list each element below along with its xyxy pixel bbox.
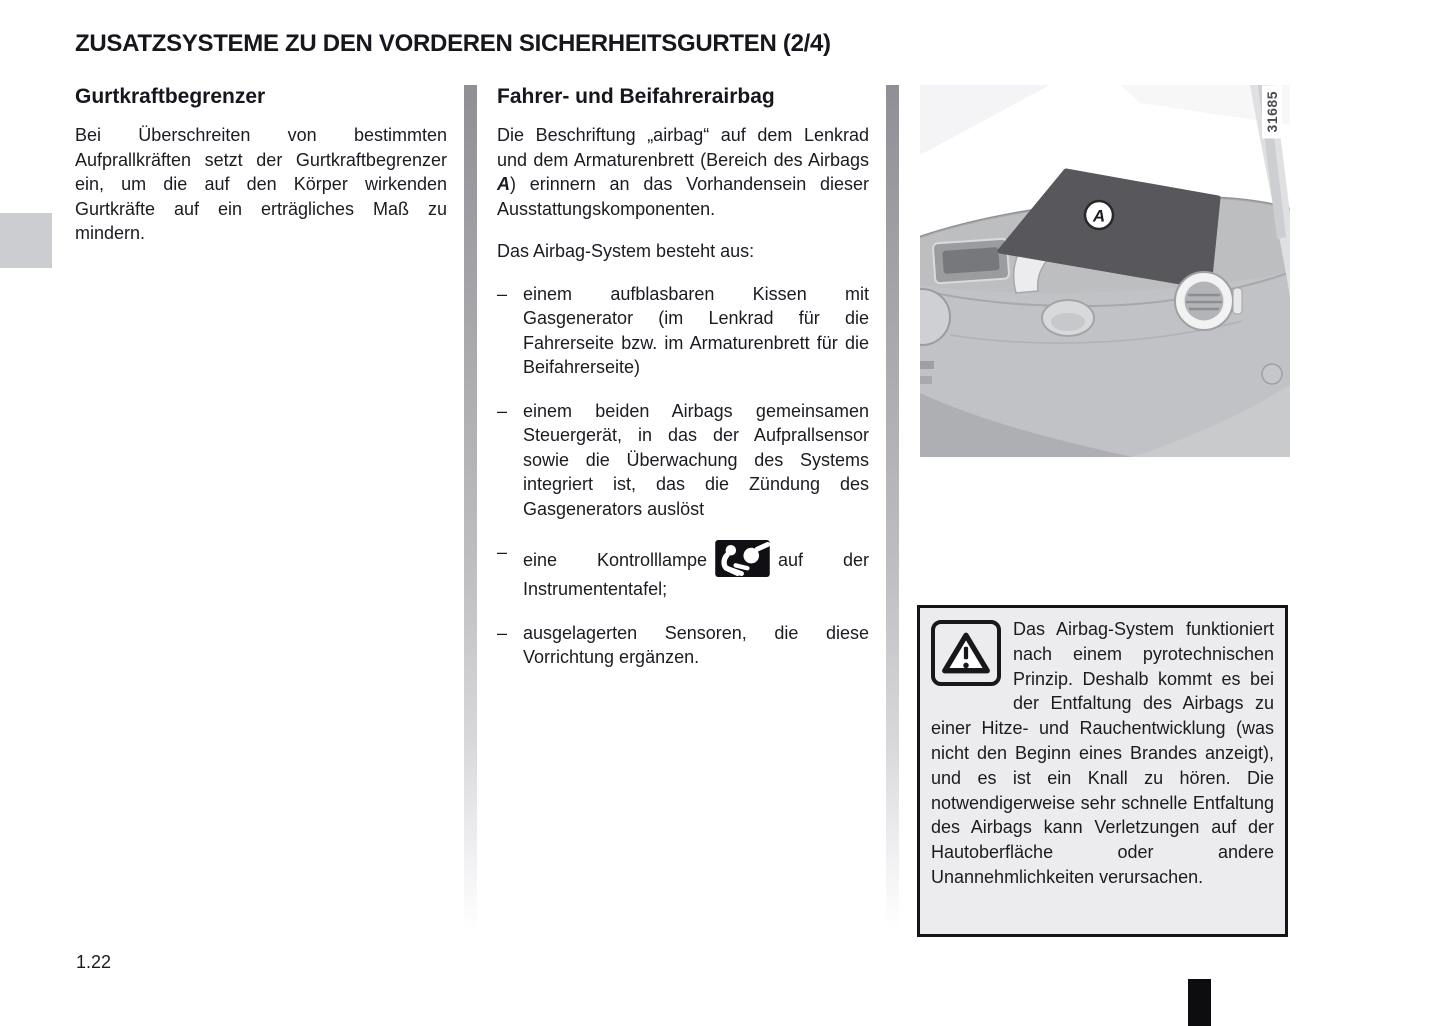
warning-box	[917, 605, 1288, 937]
page-edge-mark	[1188, 979, 1211, 1026]
list-item-text-part: auf der Instrumententafel;	[523, 550, 869, 599]
section-body-text: Bei Überschreiten von bestimmten Aufprallkräften setzt der Gurtkraftbegrenzer ein, um die auf den Körper wirkenden Gurtkräfte auf ein erträgliches Maß zu mindern.	[75, 125, 447, 243]
list-item-text: ausgelagerten Sensoren, die diese Vorrichtung ergänzen.	[523, 622, 869, 667]
warning-triangle-icon	[931, 620, 1001, 686]
defroster-vent	[933, 238, 1010, 283]
list-item	[497, 540, 869, 602]
list-item-text: einem aufblasbaren Kissen mit Gasgenerator (im Lenkrad für die Fahrerseite bzw. im Armaturenbrett für die Beifahrerseite)	[523, 283, 869, 377]
list-dash: –	[497, 400, 508, 421]
section-heading: Fahrer- und Beifahrerairbag	[497, 85, 775, 108]
dashboard-photo	[920, 85, 1290, 457]
airbag-list-lead: Das Airbag-System besteht aus:	[497, 241, 755, 261]
figure-reference-number: 31685	[1262, 85, 1282, 138]
list-dash: –	[497, 622, 508, 643]
section-heading: Gurtkraftbegrenzer	[75, 85, 266, 108]
list-item-text: einem beiden Airbags gemeinsamen Steuergerät, in das der Aufprallsensor sowie die Überwachung des Systems integriert ist, das die Zündung des Gasgenerators auslöst	[523, 400, 869, 519]
column-gurtkraftbegrenzer	[75, 85, 447, 264]
column-divider-bar	[886, 85, 899, 930]
list-item-text	[523, 540, 869, 602]
section-edge-tab	[0, 213, 52, 268]
glovebox-handle	[1042, 300, 1094, 336]
page-title: ZUSATZSYSTEME ZU DEN VORDEREN SICHERHEITSGURTEN (2/4)	[75, 30, 831, 57]
paragraph-text: Die Beschriftung „airbag“ auf dem Lenkrad und dem Armaturenbrett (Bereich des Airbags	[497, 125, 869, 170]
list-dash: –	[497, 283, 508, 304]
warning-text: Das Airbag-System funktioniert nach einem pyrotechnischen Prinzip. Deshalb kommt es bei der Entfaltung des Airbags zu einer Hitze- und Rauchentwicklung (was nicht den Beginn eines Brandes anzeigt), und es ist ein Knall zu hören. Die notwendigerweise sehr schnelle Entfaltung des Airbags kann Verletzungen auf der Hautoberfläche oder andere Unannehmlichkeiten verursachen.	[931, 619, 1274, 887]
svg-text:A: A	[1092, 206, 1106, 226]
airbag-components-list	[497, 282, 869, 670]
label-reference-a: A	[497, 174, 510, 194]
list-item-text-part: eine Kontrolllampe	[523, 550, 708, 570]
paragraph-text: ) erinnern an das Vorhandensein dieser Ausstattungskomponenten.	[497, 174, 869, 219]
list-dash: –	[497, 542, 508, 562]
page-number: 1.22	[76, 952, 112, 972]
airbag-intro-paragraph	[497, 123, 869, 221]
list-item	[497, 621, 869, 670]
airbag-warning-lamp-icon	[715, 540, 770, 577]
windshield-reflection	[920, 85, 1050, 155]
list-item	[497, 282, 869, 380]
column-divider-bar	[464, 85, 477, 930]
list-item	[497, 399, 869, 522]
column-airbag	[497, 85, 869, 689]
figure-label-a	[1085, 201, 1113, 229]
